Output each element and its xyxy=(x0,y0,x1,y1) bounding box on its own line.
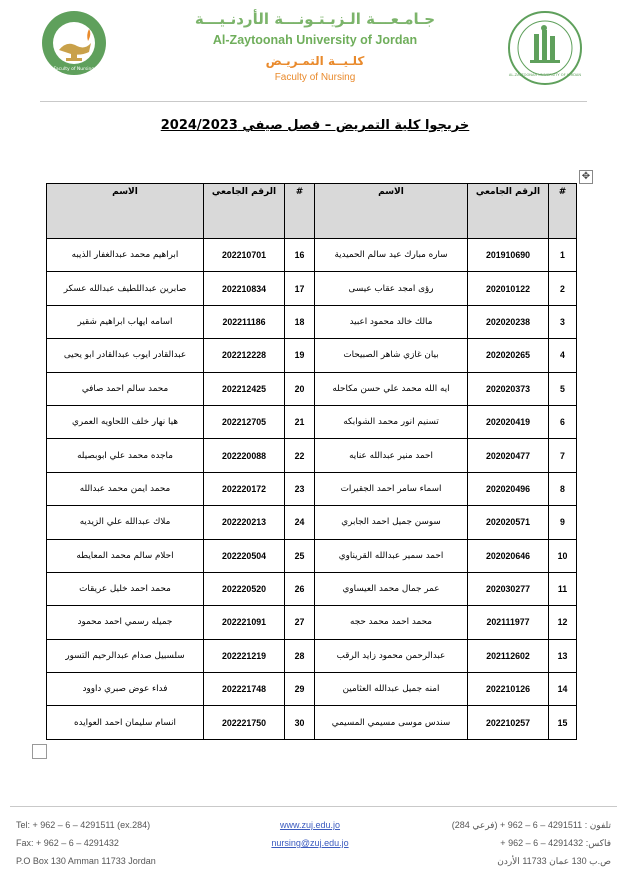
student-name: محمد احمد خليل عريقات xyxy=(47,572,204,605)
empty-paragraph-marker xyxy=(32,744,47,759)
svg-text:AL-ZAYTOONAH UNIVERSITY OF JOR: AL-ZAYTOONAH UNIVERSITY OF JORDAN xyxy=(508,73,582,77)
student-name: محمد ايمن محمد عبدالله xyxy=(47,472,204,505)
row-number: 7 xyxy=(549,439,577,472)
university-id: 202212705 xyxy=(204,405,285,438)
university-id: 202221748 xyxy=(204,673,285,706)
university-id: 202210257 xyxy=(468,706,549,739)
row-number: 29 xyxy=(285,673,315,706)
university-id: 202030277 xyxy=(468,572,549,605)
student-name: بيان غازي شاهر الصبيحات xyxy=(315,339,468,372)
student-name: احمد سمير عبدالله القريناوي xyxy=(315,539,468,572)
university-id: 202211186 xyxy=(204,305,285,338)
student-name: ايه الله محمد علي حسن مكاحله xyxy=(315,372,468,405)
row-number: 23 xyxy=(285,472,315,505)
row-number: 2 xyxy=(549,272,577,305)
header-university-id: الرقم الجامعي xyxy=(468,184,549,239)
student-name: عمر جمال محمد العيساوي xyxy=(315,572,468,605)
university-name-english: Al-Zaytoonah University of Jordan xyxy=(212,33,418,47)
row-number: 10 xyxy=(549,539,577,572)
student-name: سلسبيل صدام عبدالرحيم التسور xyxy=(47,639,204,672)
row-number: 14 xyxy=(549,673,577,706)
student-name: صابرين عبداللطيف عبدالله عسكر xyxy=(47,272,204,305)
student-name: اسامه ايهاب ابراهيم شقير xyxy=(47,305,204,338)
footer-phone-arabic: تلفون : 4291511 – 6 – 962 + (فرعي 284) xyxy=(451,820,611,830)
table-header-row xyxy=(47,184,577,239)
university-id: 202020646 xyxy=(468,539,549,572)
university-id: 202220088 xyxy=(204,439,285,472)
university-id: 202020477 xyxy=(468,439,549,472)
row-number: 26 xyxy=(285,572,315,605)
footer-fax-english: Fax: + 962 – 6 – 4291432 xyxy=(16,838,119,848)
university-id: 202112602 xyxy=(468,639,549,672)
row-number: 17 xyxy=(285,272,315,305)
table-row xyxy=(47,673,577,706)
table-row xyxy=(47,606,577,639)
row-number: 11 xyxy=(549,572,577,605)
student-name: اسماء سامر احمد الجقيرات xyxy=(315,472,468,505)
row-number: 15 xyxy=(549,706,577,739)
student-name: رؤى امجد عقاب عيسى xyxy=(315,272,468,305)
university-id: 202020571 xyxy=(468,506,549,539)
row-number: 18 xyxy=(285,305,315,338)
student-name: تسنيم انور محمد الشوابكه xyxy=(315,405,468,438)
row-number: 4 xyxy=(549,339,577,372)
row-number: 19 xyxy=(285,339,315,372)
university-id: 202221750 xyxy=(204,706,285,739)
university-name-arabic: جـامـعـــة الـزيـتـونـــة الأردنـيـــة xyxy=(194,10,436,28)
row-number: 1 xyxy=(549,239,577,272)
footer-email-link[interactable]: nursing@zuj.edu.jo xyxy=(271,838,349,848)
university-id: 202010122 xyxy=(468,272,549,305)
table-row xyxy=(47,305,577,338)
table-row xyxy=(47,706,577,739)
student-name: انسام سليمان احمد العوايده xyxy=(47,706,204,739)
university-id: 202220504 xyxy=(204,539,285,572)
university-id: 202020496 xyxy=(468,472,549,505)
table-row xyxy=(47,272,577,305)
university-id: 202210126 xyxy=(468,673,549,706)
row-number: 22 xyxy=(285,439,315,472)
university-id: 202220172 xyxy=(204,472,285,505)
row-number: 28 xyxy=(285,639,315,672)
university-id: 202221091 xyxy=(204,606,285,639)
row-number: 12 xyxy=(549,606,577,639)
footer-website-link[interactable]: www.zuj.edu.jo xyxy=(279,820,341,830)
student-name: امنه جميل عبدالله العثامين xyxy=(315,673,468,706)
student-name: ساره مبارك عيد سالم الحميدية xyxy=(315,239,468,272)
row-number: 21 xyxy=(285,405,315,438)
header-number: # xyxy=(285,184,315,239)
graduates-table xyxy=(46,183,577,740)
student-name: محمد سالم احمد صافي xyxy=(47,372,204,405)
table-row xyxy=(47,339,577,372)
university-id: 202020238 xyxy=(468,305,549,338)
header-name: الاسم xyxy=(47,184,204,239)
footer-phone-english: Tel: + 962 – 6 – 4291511 (ex.284) xyxy=(16,820,151,830)
student-name: فداء عوض صبري داوود xyxy=(47,673,204,706)
row-number: 5 xyxy=(549,372,577,405)
student-name: احلام سالم محمد المعايطه xyxy=(47,539,204,572)
table-row xyxy=(47,539,577,572)
student-name: احمد منير عبدالله عنايه xyxy=(315,439,468,472)
row-number: 3 xyxy=(549,305,577,338)
university-id: 202111977 xyxy=(468,606,549,639)
university-id: 202221219 xyxy=(204,639,285,672)
student-name: عبدالرحمن محمود زايد الرقب xyxy=(315,639,468,672)
table-row xyxy=(47,506,577,539)
student-name: ابراهيم محمد عبدالغفار الذيبه xyxy=(47,239,204,272)
header-divider xyxy=(40,101,587,102)
row-number: 13 xyxy=(549,639,577,672)
row-number: 6 xyxy=(549,405,577,438)
row-number: 8 xyxy=(549,472,577,505)
student-name: مالك خالد محمود اعبيد xyxy=(315,305,468,338)
student-name: ماجده محمد علي ابوبصيله xyxy=(47,439,204,472)
table-move-handle-icon[interactable]: ✥ xyxy=(579,170,593,184)
university-id: 202220520 xyxy=(204,572,285,605)
student-name: محمد احمد محمد حجه xyxy=(315,606,468,639)
student-name: جميله رسمي احمد محمود xyxy=(47,606,204,639)
university-id: 202212228 xyxy=(204,339,285,372)
header-number: # xyxy=(549,184,577,239)
university-id: 202210701 xyxy=(204,239,285,272)
footer-pobox-arabic: ص.ب 130 عمان 11733 الأردن xyxy=(497,856,611,866)
university-id: 201910690 xyxy=(468,239,549,272)
table-row xyxy=(47,239,577,272)
faculty-name-arabic: كلـيــة التمـريـض xyxy=(265,54,365,68)
table-row xyxy=(47,372,577,405)
table-row xyxy=(47,572,577,605)
footer-divider xyxy=(10,806,617,807)
university-id: 202020419 xyxy=(468,405,549,438)
table-row xyxy=(47,639,577,672)
header-university-id: الرقم الجامعي xyxy=(204,184,285,239)
university-id: 202020265 xyxy=(468,339,549,372)
student-name: سندس موسى مسيمي المسيمي xyxy=(315,706,468,739)
table-row xyxy=(47,405,577,438)
university-id: 202210834 xyxy=(204,272,285,305)
page-title: خريجوا كلية التمريض – فصل صيفي 2024/2023 xyxy=(160,118,470,133)
footer-fax-arabic: فاكس: 4291432 – 6 – 962 + xyxy=(500,838,611,848)
footer-pobox-english: P.O Box 130 Amman 11733 Jordan xyxy=(16,856,156,866)
university-id: 202212425 xyxy=(204,372,285,405)
row-number: 27 xyxy=(285,606,315,639)
student-name: عبدالقادر ايوب عبدالقادر ابو يحيى xyxy=(47,339,204,372)
row-number: 24 xyxy=(285,506,315,539)
faculty-name-english: Faculty of Nursing xyxy=(274,72,356,83)
header-name: الاسم xyxy=(315,184,468,239)
table-row xyxy=(47,439,577,472)
table-row xyxy=(47,472,577,505)
student-name: سوسن جميل احمد الجابري xyxy=(315,506,468,539)
university-id: 202020373 xyxy=(468,372,549,405)
row-number: 9 xyxy=(549,506,577,539)
row-number: 30 xyxy=(285,706,315,739)
university-seal-logo xyxy=(506,10,584,86)
student-name: ملاك عبدالله علي الزيديه xyxy=(47,506,204,539)
university-id: 202220213 xyxy=(204,506,285,539)
svg-text:Faculty of Nursing: Faculty of Nursing xyxy=(53,67,95,72)
row-number: 20 xyxy=(285,372,315,405)
faculty-of-nursing-logo xyxy=(41,10,107,76)
row-number: 16 xyxy=(285,239,315,272)
student-name: هيا نهار خلف اللحاويه العمري xyxy=(47,405,204,438)
row-number: 25 xyxy=(285,539,315,572)
